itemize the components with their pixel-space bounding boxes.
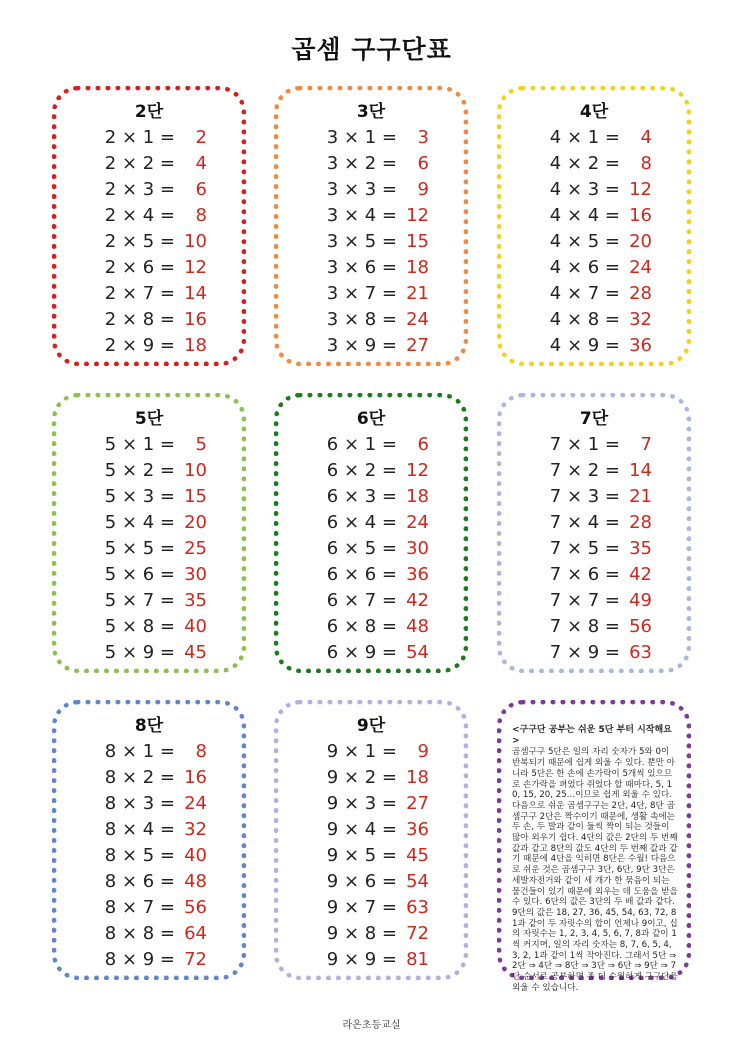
row-result: 18 — [406, 485, 429, 507]
row-result: 21 — [406, 283, 429, 305]
table-row — [57, 588, 241, 614]
row-expression: 7 × 7 = — [549, 590, 620, 612]
table-row — [279, 895, 463, 921]
table-label: 2단 — [134, 102, 164, 122]
row-expression: 2 × 8 = — [104, 309, 175, 331]
row-result: 12 — [629, 178, 652, 200]
table-label: 6단 — [356, 409, 386, 429]
row-expression: 3 × 9 = — [326, 335, 397, 357]
row-expression: 8 × 1 = — [104, 740, 175, 762]
row-result: 45 — [184, 642, 207, 664]
table-card-4 — [497, 86, 691, 366]
row-expression: 6 × 6 = — [326, 564, 397, 586]
row-result: 20 — [184, 511, 207, 533]
table-row — [502, 457, 686, 483]
table-row — [57, 228, 241, 254]
row-result: 8 — [195, 740, 207, 762]
row-expression: 3 × 2 = — [326, 152, 397, 174]
row-result: 6 — [417, 152, 429, 174]
table-row — [279, 738, 463, 764]
row-expression: 2 × 3 = — [104, 178, 175, 200]
row-result: 5 — [195, 433, 207, 455]
table-row — [279, 614, 463, 640]
row-result: 16 — [629, 204, 652, 226]
table-row — [502, 483, 686, 509]
table-label: 8단 — [134, 716, 164, 736]
table-row — [502, 254, 686, 280]
study-tip-text — [512, 725, 678, 994]
table-rows — [57, 431, 241, 666]
table-row — [279, 431, 463, 457]
table-card-9 — [274, 700, 468, 980]
row-expression: 6 × 9 = — [326, 642, 397, 664]
table-row — [279, 921, 463, 947]
row-result: 2 — [195, 126, 207, 148]
row-expression: 8 × 4 = — [104, 818, 175, 840]
table-row — [502, 431, 686, 457]
row-expression: 6 × 5 = — [326, 537, 397, 559]
row-expression: 2 × 1 = — [104, 126, 175, 148]
row-expression: 2 × 6 = — [104, 257, 175, 279]
row-result: 25 — [184, 537, 207, 559]
row-expression: 3 × 4 = — [326, 204, 397, 226]
table-row — [502, 150, 686, 176]
row-result: 54 — [406, 871, 429, 893]
table-row — [279, 228, 463, 254]
row-expression: 4 × 4 = — [549, 204, 620, 226]
row-expression: 5 × 6 = — [104, 564, 175, 586]
row-result: 72 — [184, 949, 207, 971]
table-row — [279, 535, 463, 561]
row-result: 3 — [417, 126, 429, 148]
row-expression: 5 × 5 = — [104, 537, 175, 559]
row-result: 4 — [640, 126, 652, 148]
table-row — [502, 307, 686, 333]
table-row — [57, 921, 241, 947]
table-row — [57, 176, 241, 202]
table-row — [57, 614, 241, 640]
row-result: 40 — [184, 844, 207, 866]
table-row — [57, 254, 241, 280]
table-row — [279, 764, 463, 790]
row-expression: 4 × 9 = — [549, 335, 620, 357]
row-result: 12 — [406, 204, 429, 226]
row-result: 32 — [629, 309, 652, 331]
row-expression: 7 × 2 = — [549, 459, 620, 481]
row-result: 6 — [195, 178, 207, 200]
table-row — [502, 509, 686, 535]
row-expression: 7 × 1 = — [549, 433, 620, 455]
row-expression: 4 × 5 = — [549, 230, 620, 252]
table-row — [57, 431, 241, 457]
row-result: 48 — [406, 616, 429, 638]
row-expression: 3 × 1 = — [326, 126, 397, 148]
table-row — [279, 947, 463, 973]
row-result: 16 — [184, 766, 207, 788]
row-result: 36 — [406, 818, 429, 840]
row-expression: 3 × 5 = — [326, 230, 397, 252]
row-expression: 5 × 9 = — [104, 642, 175, 664]
row-result: 24 — [629, 257, 652, 279]
row-expression: 5 × 7 = — [104, 590, 175, 612]
row-expression: 8 × 8 = — [104, 923, 175, 945]
table-row — [279, 561, 463, 587]
row-result: 8 — [640, 152, 652, 174]
table-row — [57, 333, 241, 359]
row-expression: 4 × 6 = — [549, 257, 620, 279]
row-result: 10 — [184, 230, 207, 252]
row-result: 63 — [406, 897, 429, 919]
row-result: 54 — [406, 642, 429, 664]
table-rows — [57, 738, 241, 973]
row-expression: 3 × 3 = — [326, 178, 397, 200]
table-row — [279, 483, 463, 509]
table-row — [502, 561, 686, 587]
table-row — [57, 457, 241, 483]
footer-credit: 라온초등교실 — [342, 1020, 401, 1031]
row-result: 9 — [417, 178, 429, 200]
table-row — [57, 561, 241, 587]
table-rows — [57, 124, 241, 359]
table-row — [502, 202, 686, 228]
row-result: 36 — [406, 564, 429, 586]
table-label: 5단 — [134, 409, 164, 429]
row-result: 40 — [184, 616, 207, 638]
table-row — [279, 457, 463, 483]
table-row — [502, 333, 686, 359]
row-result: 49 — [629, 590, 652, 612]
row-expression: 9 × 9 = — [326, 949, 397, 971]
row-expression: 3 × 8 = — [326, 309, 397, 331]
table-card-7 — [497, 393, 691, 673]
row-expression: 8 × 9 = — [104, 949, 175, 971]
table-row — [57, 202, 241, 228]
row-expression: 6 × 2 = — [326, 459, 397, 481]
table-row — [279, 640, 463, 666]
row-expression: 6 × 7 = — [326, 590, 397, 612]
row-expression: 4 × 1 = — [549, 126, 620, 148]
study-tip-card — [497, 700, 691, 993]
table-card-6 — [274, 393, 468, 673]
row-expression: 2 × 2 = — [104, 152, 175, 174]
study-tip-title: <구구단 공부는 쉬운 5단 부터 시작해요> — [512, 725, 672, 746]
row-expression: 8 × 6 = — [104, 871, 175, 893]
row-result: 36 — [629, 335, 652, 357]
row-expression: 9 × 6 = — [326, 871, 397, 893]
row-expression: 5 × 1 = — [104, 433, 175, 455]
table-label: 7단 — [579, 409, 609, 429]
table-row — [279, 124, 463, 150]
table-row — [279, 842, 463, 868]
table-card-8 — [52, 700, 246, 980]
study-tip-body: 곱셈구구 5단은 일의 자리 숫자가 5와 0이 반복되기 때문에 쉽게 외울 수 있다. 뿐만 아니라 5단은 한 손에 손가락이 5개씩 있으므로 손가락을 펴었다 쥐었다 할 때마다, 5, 10, 15, 20, 25…이므로 쉽게 외울 수 있다. 다음으로 쉬운 곱셈구구는 2단, 4단, 8단 곱셈구구 2단은 짝수이기 때문에, 생활 속에는 두 손, 두 발과 같이 둘씩 짝이 되는 것들이 많아 외우기 쉽다. 4단의 값은 2단의 두 번째 값과 같고 8단의 값도 4단의 두 번째 값과 같기 때문에 4단을 익히면 8단은 수월! 다음으로 쉬운 것은 곱셈구구 3단, 6단, 9단 3단은 세발자전거와 같이 세 개가 한 묶음이 되는 물건들이 있기 때문에 외우는 데 도움을 받을 수 있다. 6단의 값은 3단의 두 배 값과 같다. 9단의 값은 18, 27, 36, 45, 54, 63, 72, 81과 같이 두 자릿수의 합이 언제나 9이고, 십의 자릿수는 1, 2, 3, 4, 5, 6, 7, 8과 같이 1씩 커지며, 일의 자리 숫자는 8, 7, 6, 5, 4, 3, 2, 1과 같이 1씩 작아진다. 그래서 5단 ⇒ 2단 ⇒ 4단 ⇒ 8단 ⇒ 3단 ⇒ 6단 ⇒ 9단 ⇒ 7단 순서로 공부하면 좀 더 수월하게 구구단을 외울 수 있습니다. — [512, 747, 678, 993]
row-expression: 5 × 4 = — [104, 511, 175, 533]
row-expression: 8 × 3 = — [104, 792, 175, 814]
row-result: 28 — [629, 511, 652, 533]
row-result: 14 — [629, 459, 652, 481]
row-result: 15 — [406, 230, 429, 252]
table-rows — [279, 431, 463, 666]
row-expression: 8 × 7 = — [104, 897, 175, 919]
table-row — [279, 868, 463, 894]
table-row — [57, 790, 241, 816]
table-row — [279, 202, 463, 228]
row-result: 18 — [184, 335, 207, 357]
row-expression: 6 × 3 = — [326, 485, 397, 507]
table-row — [279, 281, 463, 307]
row-expression: 2 × 4 = — [104, 204, 175, 226]
row-result: 21 — [629, 485, 652, 507]
row-result: 12 — [184, 257, 207, 279]
table-row — [57, 535, 241, 561]
row-result: 48 — [184, 871, 207, 893]
row-expression: 2 × 5 = — [104, 230, 175, 252]
table-row — [279, 588, 463, 614]
row-expression: 3 × 6 = — [326, 257, 397, 279]
table-row — [57, 281, 241, 307]
row-expression: 9 × 3 = — [326, 792, 397, 814]
row-expression: 7 × 3 = — [549, 485, 620, 507]
row-expression: 4 × 3 = — [549, 178, 620, 200]
row-expression: 5 × 3 = — [104, 485, 175, 507]
row-result: 35 — [629, 537, 652, 559]
row-expression: 8 × 5 = — [104, 844, 175, 866]
table-row — [57, 640, 241, 666]
row-expression: 9 × 7 = — [326, 897, 397, 919]
row-expression: 9 × 1 = — [326, 740, 397, 762]
table-row — [502, 640, 686, 666]
row-expression: 6 × 1 = — [326, 433, 397, 455]
row-result: 18 — [406, 766, 429, 788]
row-result: 12 — [406, 459, 429, 481]
table-row — [279, 307, 463, 333]
row-result: 72 — [406, 923, 429, 945]
row-result: 24 — [406, 511, 429, 533]
table-card-3 — [274, 86, 468, 366]
row-result: 24 — [184, 792, 207, 814]
table-row — [57, 816, 241, 842]
row-result: 42 — [629, 564, 652, 586]
row-result: 32 — [184, 818, 207, 840]
table-rows — [502, 124, 686, 359]
page-title: 곱셈 구구단표 — [291, 35, 452, 64]
row-result: 20 — [629, 230, 652, 252]
row-expression: 7 × 5 = — [549, 537, 620, 559]
table-row — [502, 228, 686, 254]
table-label: 9단 — [356, 716, 386, 736]
row-expression: 6 × 8 = — [326, 616, 397, 638]
row-expression: 4 × 7 = — [549, 283, 620, 305]
table-row — [279, 150, 463, 176]
row-expression: 7 × 9 = — [549, 642, 620, 664]
table-row — [57, 947, 241, 973]
table-row — [502, 588, 686, 614]
row-result: 18 — [406, 257, 429, 279]
table-row — [57, 764, 241, 790]
table-row — [279, 254, 463, 280]
table-row — [57, 483, 241, 509]
row-result: 24 — [406, 309, 429, 331]
table-label: 4단 — [579, 102, 609, 122]
row-result: 42 — [406, 590, 429, 612]
row-result: 7 — [640, 433, 652, 455]
row-expression: 9 × 4 = — [326, 818, 397, 840]
row-result: 64 — [184, 923, 207, 945]
row-expression: 9 × 5 = — [326, 844, 397, 866]
row-result: 27 — [406, 335, 429, 357]
row-expression: 3 × 7 = — [326, 283, 397, 305]
row-result: 9 — [417, 740, 429, 762]
table-card-5 — [52, 393, 246, 673]
table-rows — [279, 738, 463, 973]
row-result: 15 — [184, 485, 207, 507]
table-row — [502, 176, 686, 202]
row-result: 30 — [406, 537, 429, 559]
row-result: 56 — [629, 616, 652, 638]
row-result: 6 — [417, 433, 429, 455]
row-expression: 2 × 7 = — [104, 283, 175, 305]
table-row — [57, 124, 241, 150]
table-row — [279, 790, 463, 816]
table-row — [57, 868, 241, 894]
table-row — [57, 307, 241, 333]
table-row — [502, 281, 686, 307]
table-rows — [279, 124, 463, 359]
row-expression: 7 × 8 = — [549, 616, 620, 638]
table-row — [502, 614, 686, 640]
row-result: 4 — [195, 152, 207, 174]
row-result: 56 — [184, 897, 207, 919]
row-expression: 8 × 2 = — [104, 766, 175, 788]
row-expression: 2 × 9 = — [104, 335, 175, 357]
row-expression: 4 × 8 = — [549, 309, 620, 331]
row-expression: 7 × 4 = — [549, 511, 620, 533]
table-label: 3단 — [356, 102, 386, 122]
row-expression: 9 × 2 = — [326, 766, 397, 788]
row-expression: 7 × 6 = — [549, 564, 620, 586]
table-row — [502, 535, 686, 561]
row-result: 45 — [406, 844, 429, 866]
row-result: 8 — [195, 204, 207, 226]
row-result: 30 — [184, 564, 207, 586]
table-row — [57, 895, 241, 921]
row-expression: 5 × 2 = — [104, 459, 175, 481]
table-row — [57, 150, 241, 176]
table-rows — [502, 431, 686, 666]
row-result: 28 — [629, 283, 652, 305]
row-result: 81 — [406, 949, 429, 971]
table-row — [279, 176, 463, 202]
table-row — [279, 333, 463, 359]
table-row — [279, 509, 463, 535]
row-result: 14 — [184, 283, 207, 305]
row-result: 16 — [184, 309, 207, 331]
table-row — [502, 124, 686, 150]
table-row — [279, 816, 463, 842]
table-row — [57, 842, 241, 868]
table-card-2 — [52, 86, 246, 366]
table-row — [57, 509, 241, 535]
row-result: 63 — [629, 642, 652, 664]
row-result: 35 — [184, 590, 207, 612]
row-expression: 5 × 8 = — [104, 616, 175, 638]
row-result: 10 — [184, 459, 207, 481]
row-expression: 6 × 4 = — [326, 511, 397, 533]
row-expression: 9 × 8 = — [326, 923, 397, 945]
row-result: 27 — [406, 792, 429, 814]
row-expression: 4 × 2 = — [549, 152, 620, 174]
table-row — [57, 738, 241, 764]
